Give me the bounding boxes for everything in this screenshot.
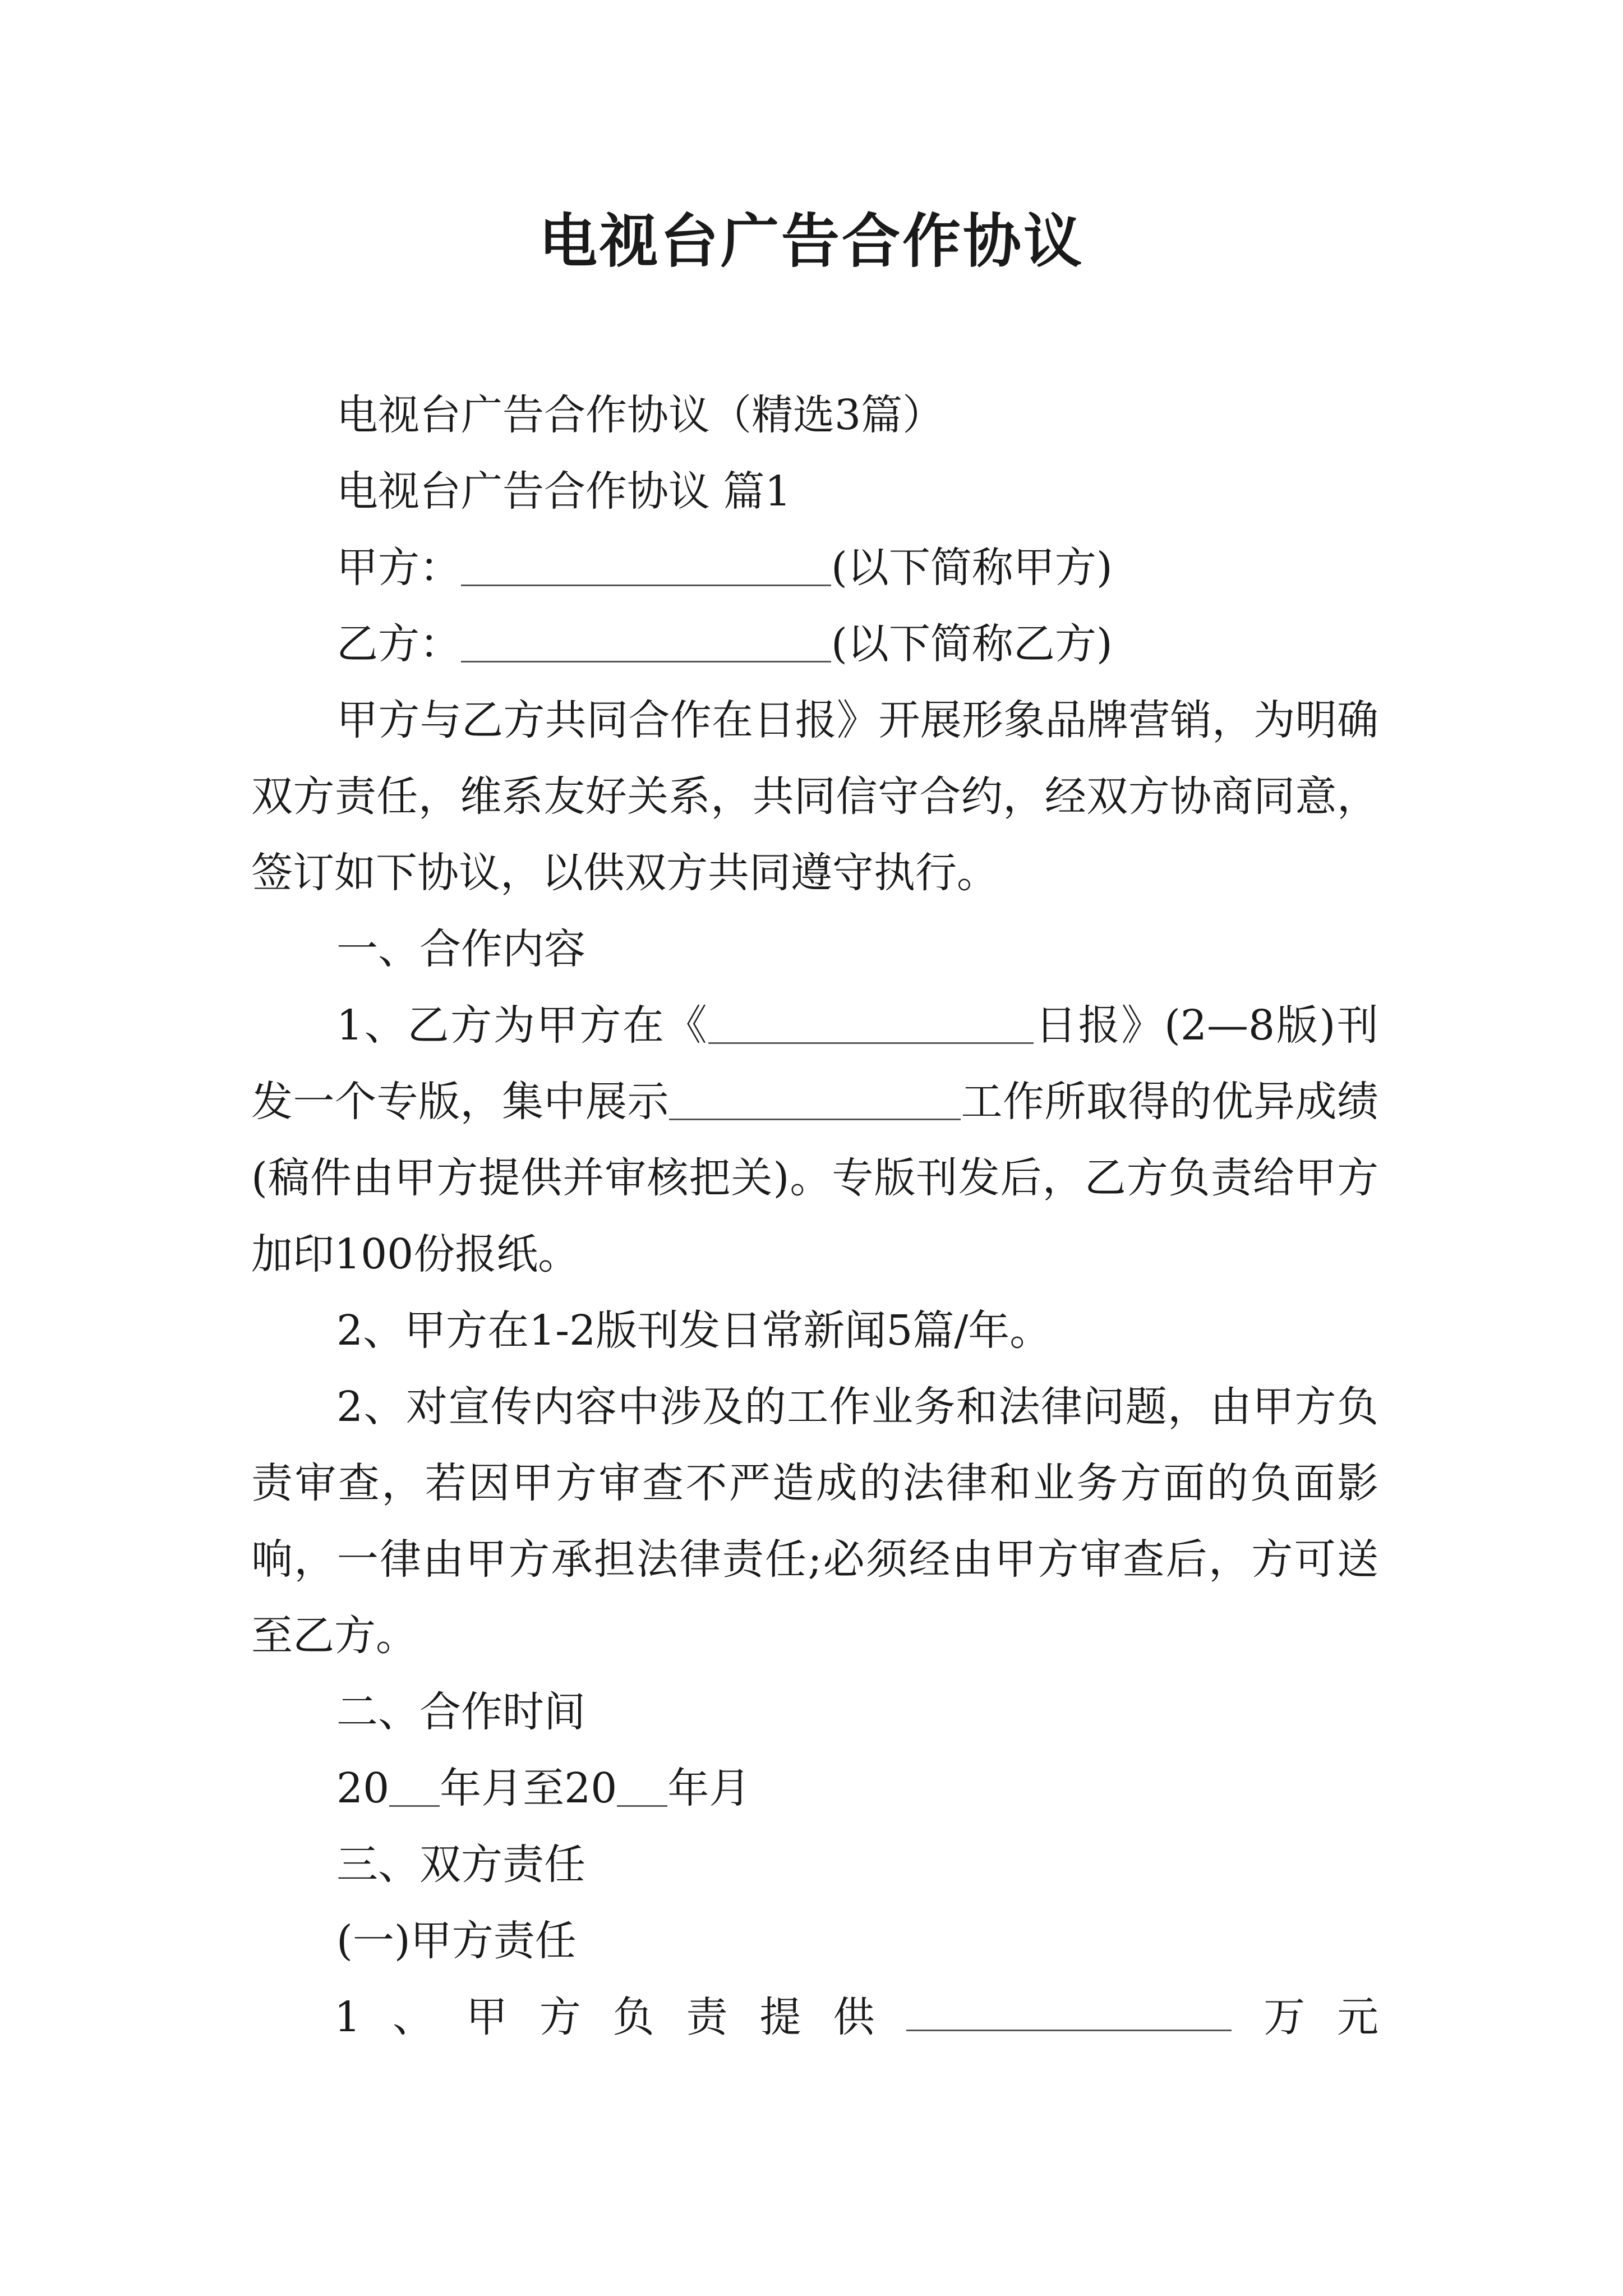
clause-char: 、: [392, 1993, 434, 2041]
item-2-paragraph: 2、甲方在1-2版刊发日常新闻5篇/年。: [336, 1306, 1052, 1355]
clause-char: 方: [539, 1993, 581, 2041]
sub-section-1-heading: (一)甲方责任: [336, 1917, 577, 1965]
time-line: [251, 1750, 1378, 1826]
section-3-heading: 三、双方责任: [336, 1841, 585, 1889]
amount-blank: [906, 1989, 1232, 2031]
subtitle-line: 电视台广告合作协议（精选3篇）: [336, 391, 944, 439]
start-year-blank: [389, 1765, 440, 1807]
section-1-heading: 一、合作内容: [336, 925, 585, 973]
time-text-a: 20: [336, 1764, 390, 1812]
clause-char: 1: [334, 1993, 361, 2041]
last-clause-line: [251, 1979, 1378, 2055]
item-1-paragraph: [251, 987, 1378, 1292]
party-a-line: [251, 530, 1378, 606]
clause-char: 甲: [465, 1993, 508, 2041]
intro-paragraph: 甲方与乙方共同合作在日报》开展形象品牌营销，为明确双方责任，维系友好关系，共同信守合约，经双方协商同意，签订如下协议，以供双方共同遵守执行。: [251, 696, 1378, 897]
party-b-label: 乙方：: [336, 620, 461, 668]
item-3-paragraph: 2、对宣传内容中涉及的工作业务和法律问题，由甲方负责审查，若因甲方审查不严造成的法律和业务方面的负面影响，一律由甲方承担法律责任;必须经由甲方审查后，方可送至乙方。: [251, 1383, 1378, 1660]
party-a-blank: [461, 544, 831, 586]
party-b-suffix: (以下简称乙方): [831, 620, 1113, 668]
newspaper-name-blank: [708, 1002, 1034, 1044]
clause-char: 万: [1264, 1993, 1306, 2041]
section-2-heading: 二、合作时间: [336, 1688, 585, 1736]
article-heading: 电视台广告合作协议 篇1: [336, 467, 791, 516]
document-title: 电视台广告合作协议: [538, 206, 1084, 275]
time-text-b: 年月至20: [440, 1764, 617, 1812]
party-a-suffix: (以下简称甲方): [831, 544, 1113, 592]
clause-char: 提: [759, 1993, 801, 2041]
party-a-label: 甲方：: [336, 544, 461, 592]
clause-char: 元: [1337, 1993, 1378, 2041]
party-b-blank: [461, 620, 831, 662]
item-1-text-a: 1、乙方为甲方在《: [336, 1001, 709, 1050]
clause-char: 负: [612, 1993, 654, 2041]
clause-char: 供: [833, 1993, 875, 2041]
end-year-blank: [617, 1765, 667, 1807]
document-body: [251, 377, 1378, 2055]
clause-char: 责: [686, 1993, 728, 2041]
time-text-c: 年月: [667, 1764, 751, 1812]
item-1-text-c: 工作所取得的优异成绩(稿件由甲方提供并审核把关)。专版刊发后，乙方负责给甲方加印100份报纸。: [251, 1078, 1378, 1278]
item-1-text-b: 日报》(2—8版)刊发一个专版，集中展示: [251, 1001, 1378, 1126]
showcase-blank: [669, 1078, 961, 1120]
party-b-line: [251, 606, 1378, 682]
